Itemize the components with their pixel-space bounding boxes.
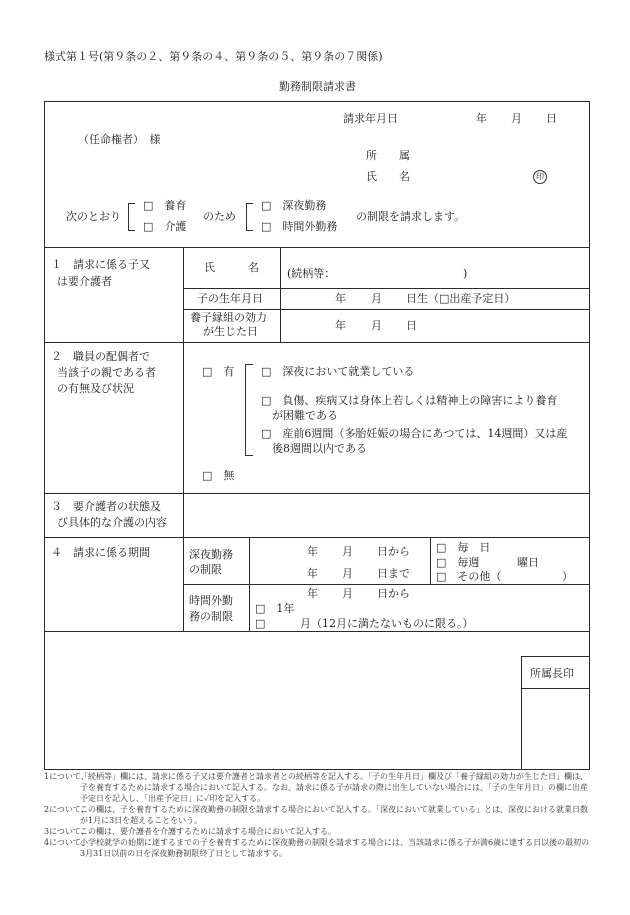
note-2 [44,804,592,826]
sec2-label-3: の有無及び状況 [57,382,134,395]
birth-suffix: 日生（□出産予定日） [406,292,516,305]
relation-label: (続柄等： [287,267,336,280]
spouse-none: □ 無 [202,469,235,482]
adoption-label-2: が生じた日 [203,325,258,338]
adoption-label-1: 養子縁組の効力 [190,311,267,324]
rule-sec1-row2 [183,309,590,310]
closing-text: の制限を請求します。 [356,210,466,223]
note-2-text: この欄は、子を養育するために深夜勤務の制限を請求する場合において記入する。「深夜において就業している」とは、深夜における就業日数が1月に3日を超えることをいう。 [80,805,588,825]
for-text: のため [203,210,236,223]
spouse-has: □ 有 [202,365,235,378]
sec1-label-2: は要介護者 [57,275,112,288]
note-3 [44,826,592,837]
freq-weekday: 曜日 [517,556,539,569]
rule-sec1-top [44,247,590,248]
night-limit-label-2: の制限 [189,563,222,576]
sec1-label-1: １ 請求に係る子又 [51,258,150,271]
overtime-months-text: 月（12月に満たないものに限る。） [300,617,474,630]
rule-sec4-bottom [44,631,590,632]
freq-other-close: ） [562,570,573,583]
note-4-label: 4について、 [44,838,89,847]
option-child: □ 養育 [143,199,187,212]
spouse-item-maternity-1: □ 産前6週間（多胎妊娠の場合にあつては、14週間）又は産 [261,427,568,440]
sec3-label-1: ３ 要介護者の状態及 [51,500,161,513]
notes [44,771,592,859]
form-number: 様式第１号(第９条の２、第９条の４、第９条の５、第９条の７関係) [44,50,383,63]
seal-mark: 印 [533,170,547,184]
rule-sec2-top [44,342,590,343]
intro-text: 次のとおり [66,210,121,223]
overtime-from-month: 月 [342,587,353,600]
rule-sec4-mid [183,584,590,585]
rule-label-divider [183,247,184,631]
affiliation-label: 所 属 [366,149,410,162]
note-1-label: 1について、 [44,772,89,781]
request-date-day: 日 [546,112,557,125]
option-care: □ 介護 [143,220,187,233]
freq-weekly: □ 毎週 [436,556,480,569]
note-3-text: この欄は、要介護者を介護するために請求する場合において記入する。 [80,827,336,836]
spouse-item-night-work: □ 深夜において就業している [261,365,415,378]
note-2-label: 2について、 [44,805,89,814]
night-to-month: 月 [342,567,353,580]
relation-close: ) [463,267,468,280]
child-name-label: 氏 名 [204,261,259,274]
note-1-text: 「続柄等」欄には、請求に係る子又は要介護者と請求者との続柄等を記入する。「子の生年月日」欄及び「養子縁組の効力が生じた日」欄は、子を養育するために請求する場合において記入する。なお、請求に係る子が請求の際に出生していない場合には、「子の生年月日」の欄に出産予定日を記入し、「出産予定日」に✓印を記入する。 [80,772,588,803]
overtime-months-checkbox: □ [255,617,266,630]
note-1 [44,771,592,804]
spouse-bracket [245,364,253,456]
adoption-year: 年 [335,319,346,332]
rule-sec1-row1 [183,288,590,289]
night-from-year: 年 [307,545,318,558]
sec2-label-2: 当該子の親である者 [57,366,156,379]
sec3-label-2: び具体的な介護の内容 [57,516,167,529]
bracket-left-1 [128,203,135,231]
form-title: 勤務制限請求書 [279,80,356,93]
night-to-year: 年 [307,567,318,580]
freq-other: □ その他（ [436,570,502,583]
adoption-day: 日 [406,319,417,332]
freq-daily: □ 毎 日 [436,541,491,554]
rule-sec3-top [44,493,590,494]
stamp-label: 所属長印 [530,667,574,680]
note-3-label: 3について、 [44,827,89,836]
note-4-text: 小学校就学の始期に達するまでの子を養育するために深夜勤務の制限を請求する場合には、当該請求に係る子が満6歳に達する日以後の最初の3月31日以前の日を深夜勤務制限終了日として請求する。 [80,838,590,858]
spouse-item-disability-2: が困難である [272,409,338,422]
birth-year: 年 [335,292,346,305]
overtime-from-suffix: 日から [377,587,410,600]
overtime-1year: □ 1年 [255,602,295,615]
spouse-item-disability-1: □ 負傷、疾病又は身体上若しくは精神上の障害により養育 [261,394,558,407]
request-date-month: 月 [511,112,522,125]
applicant-name-label: 氏 名 [366,170,410,183]
sec2-label-1: ２ 職員の配偶者で [51,350,150,363]
option-night-work: □ 深夜勤務 [261,199,327,212]
night-to-suffix: 日まで [377,567,410,580]
night-from-month: 月 [342,545,353,558]
overtime-limit-label-2: 務の制限 [189,610,233,623]
bracket-left-2 [246,203,253,231]
birth-label: 子の生年月日 [197,292,263,305]
birth-month: 月 [371,292,382,305]
spouse-item-maternity-2: 後8週間以内である [272,442,367,455]
night-from-suffix: 日から [377,545,410,558]
adoption-month: 月 [371,319,382,332]
rule-sec1-sub-divider [280,247,281,342]
overtime-limit-label-1: 時間外勤 [189,594,233,607]
note-4 [44,837,592,859]
option-overtime: □ 時間外勤務 [261,220,338,233]
rule-sec4-freq-divider [430,537,431,584]
request-date-label: 請求年月日 [343,112,398,125]
night-limit-label-1: 深夜勤務 [189,548,233,561]
sec4-label: ４ 請求に係る期間 [51,546,150,559]
stamp-box-divider [521,688,590,689]
rule-sec4-top [44,537,590,538]
overtime-from-year: 年 [307,587,318,600]
addressee: （任命権者） 様 [78,133,161,146]
request-date-year: 年 [476,112,487,125]
